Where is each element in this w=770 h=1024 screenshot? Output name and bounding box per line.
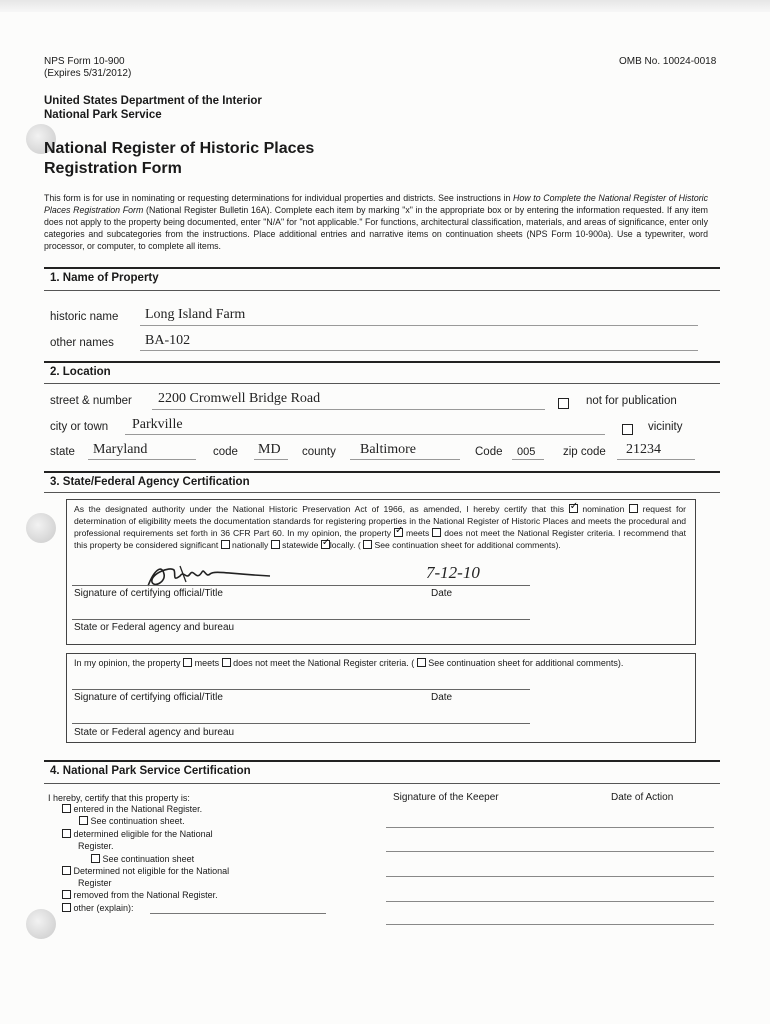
signature-label: Signature of certifying official/Title	[74, 588, 223, 599]
other-names-label: other names	[50, 337, 114, 349]
see-continuation-checkbox-2[interactable]	[91, 854, 100, 863]
omb-number: OMB No. 10024-0018	[619, 56, 717, 67]
cert-nationally-label: nationally	[232, 540, 269, 550]
field-line	[254, 459, 288, 460]
keeper-line	[386, 924, 714, 925]
zip-value[interactable]: 21234	[626, 442, 661, 457]
opinion-meets-checkbox[interactable]	[183, 658, 192, 667]
field-line	[125, 434, 605, 435]
not-eligible-label: Determined not eligible for the National	[73, 866, 230, 876]
removed-checkbox[interactable]	[62, 890, 71, 899]
agency: National Park Service	[44, 109, 162, 121]
cert-text-c: does not meet the National Register criteria. I recommend that this property be considered significant	[74, 528, 687, 550]
section-divider	[44, 290, 720, 291]
punch-hole	[26, 513, 56, 543]
request-checkbox[interactable]	[629, 504, 638, 513]
historic-name-label: historic name	[50, 311, 119, 323]
see-continuation-label-2: See continuation sheet	[102, 854, 195, 864]
opinion-text-a: In my opinion, the property	[74, 658, 181, 668]
form-number: NPS Form 10-900	[44, 56, 125, 67]
keeper-intro: I hereby, certify that this property is:	[48, 793, 190, 803]
city-value[interactable]: Parkville	[132, 417, 183, 432]
section-divider	[44, 267, 720, 269]
not-for-publication-label: not for publication	[586, 395, 677, 407]
signature-line	[72, 723, 530, 724]
field-line	[617, 459, 695, 460]
county-code-label: Code	[475, 446, 503, 458]
determined-eligible-label: determined eligible for the National	[73, 829, 213, 839]
cert-nomination-label: nomination	[582, 504, 625, 514]
vicinity-checkbox[interactable]	[622, 421, 633, 439]
signature-label-2: Signature of certifying official/Title	[74, 692, 223, 703]
nationally-checkbox[interactable]	[221, 540, 230, 549]
see-continuation-item-2	[91, 853, 194, 865]
section-divider	[44, 783, 720, 784]
signature-date-value[interactable]: 7-12-10	[426, 563, 480, 582]
field-line	[140, 350, 698, 351]
street-value[interactable]: 2200 Cromwell Bridge Road	[158, 391, 321, 406]
certification-text	[74, 503, 686, 551]
zip-label: zip code	[563, 446, 606, 458]
determined-eligible-checkbox[interactable]	[62, 829, 71, 838]
statewide-checkbox[interactable]	[271, 540, 280, 549]
not-eligible-cont: Register	[78, 878, 112, 888]
field-line	[140, 325, 698, 326]
entered-item	[62, 803, 202, 815]
agency-bureau-label-2: State or Federal agency and bureau	[74, 727, 235, 738]
cert-locally-label: locally. (	[329, 540, 361, 550]
section-divider	[44, 471, 720, 473]
signature-line	[72, 585, 530, 586]
vicinity-label: vicinity	[648, 421, 683, 433]
cert-text-a: As the designated authority under the National Historic Preservation Act of 1966, as amended, I hereby certify that this	[74, 504, 565, 514]
agency-bureau-label: State or Federal agency and bureau	[74, 622, 235, 633]
form-title-line1: National Register of Historic Places	[44, 140, 315, 157]
cert-meets-label: meets	[405, 528, 430, 538]
not-eligible-checkbox[interactable]	[62, 866, 71, 875]
other-item	[62, 902, 134, 914]
explain-line	[150, 913, 326, 914]
instructions	[44, 192, 708, 252]
opinion-text-c: See continuation sheet for additional comments).	[428, 658, 624, 668]
field-line	[88, 459, 196, 460]
opinion-text	[74, 657, 689, 669]
county-value[interactable]: Baltimore	[360, 442, 416, 457]
date-label-2: Date	[431, 692, 453, 703]
section-divider	[44, 361, 720, 363]
other-names-value[interactable]: BA-102	[145, 333, 191, 348]
instructions-part1: This form is for use in nominating or requesting determinations for individual properties and districts. See instructions in	[44, 193, 514, 203]
nomination-checkbox[interactable]	[569, 504, 578, 513]
meets-checkbox[interactable]	[394, 528, 403, 537]
county-label: county	[302, 446, 336, 458]
instructions-italic: How to Complete the National Register of Historic Places Registration Form	[44, 193, 708, 215]
opinion-not-meet-checkbox[interactable]	[222, 658, 231, 667]
opinion-continuation-checkbox[interactable]	[417, 658, 426, 667]
section-1-heading: 1. Name of Property	[50, 272, 159, 284]
keeper-signature-label: Signature of the Keeper	[393, 792, 499, 803]
section-2-heading: 2. Location	[50, 366, 111, 378]
continuation-checkbox[interactable]	[363, 540, 372, 549]
does-not-meet-checkbox[interactable]	[432, 528, 441, 537]
instructions-part2: (National Register Bulletin 16A). Complete each item by marking "x" in the appropriate box or by entering the information requested. If any item does not apply to the property being documented, enter "N/A" for "not applicable." For functions, architectural classification, materials, and areas of significance, enter only categories and subcategories from the instructions. Place additional entries and narrative items on continuation sheets (NPS Form 10-900a). Use a typewriter, word processor, or computer, to complete all items.	[44, 205, 708, 251]
locally-checkbox[interactable]	[321, 540, 330, 549]
county-code-value[interactable]: 005	[517, 446, 536, 458]
keeper-line	[386, 827, 714, 828]
signature-line	[72, 619, 530, 620]
historic-name-value[interactable]: Long Island Farm	[145, 307, 246, 322]
field-line	[512, 459, 544, 460]
section-divider	[44, 760, 720, 762]
keeper-line	[386, 901, 714, 902]
opinion-text-b: does not meet the National Register criteria. (	[233, 658, 415, 668]
state-value[interactable]: Maryland	[93, 442, 148, 457]
cert-text-d: See continuation sheet for additional comments).	[374, 540, 561, 550]
cert-statewide-label: statewide	[282, 540, 319, 550]
date-label: Date	[431, 588, 453, 599]
street-label: street & number	[50, 395, 132, 407]
code-label: code	[213, 446, 238, 458]
determined-eligible-cont: Register.	[78, 841, 114, 851]
section-divider	[44, 492, 720, 493]
date-of-action-label: Date of Action	[611, 792, 674, 803]
removed-item	[62, 889, 218, 901]
scan-edge	[0, 0, 770, 12]
section-4-heading: 4. National Park Service Certification	[50, 765, 251, 777]
not-eligible-item	[62, 865, 229, 877]
form-title-line2: Registration Form	[44, 160, 182, 177]
entered-label: entered in the National Register.	[73, 804, 203, 814]
expiration: (Expires 5/31/2012)	[44, 68, 132, 79]
section-divider	[44, 383, 720, 384]
signature-line	[72, 689, 530, 690]
not-for-publication-checkbox[interactable]	[558, 395, 569, 413]
cert-text-b: request for determination of eligibility meets the documentation standards for registering properties in the National Register of Historic Places and meets the procedural and professional requirements set forth in 36 CFR Part 60. In my opinion, the property	[74, 504, 686, 538]
other-label: other (explain):	[73, 903, 134, 913]
department: United States Department of the Interior	[44, 95, 262, 107]
field-line	[152, 409, 545, 410]
state-label: state	[50, 446, 75, 458]
removed-label: removed from the National Register.	[73, 890, 218, 900]
see-continuation-checkbox-1[interactable]	[79, 816, 88, 825]
section-3-heading: 3. State/Federal Agency Certification	[50, 476, 250, 488]
opinion-meets-label: meets	[194, 658, 220, 668]
punch-hole	[26, 909, 56, 939]
entered-checkbox[interactable]	[62, 804, 71, 813]
field-line	[350, 459, 460, 460]
determined-eligible-item	[62, 828, 213, 840]
keeper-line	[386, 876, 714, 877]
see-continuation-label-1: See continuation sheet.	[90, 816, 185, 826]
keeper-line	[386, 851, 714, 852]
city-label: city or town	[50, 421, 109, 433]
see-continuation-item-1	[79, 815, 185, 827]
other-checkbox[interactable]	[62, 903, 71, 912]
state-code-value[interactable]: MD	[258, 442, 281, 457]
